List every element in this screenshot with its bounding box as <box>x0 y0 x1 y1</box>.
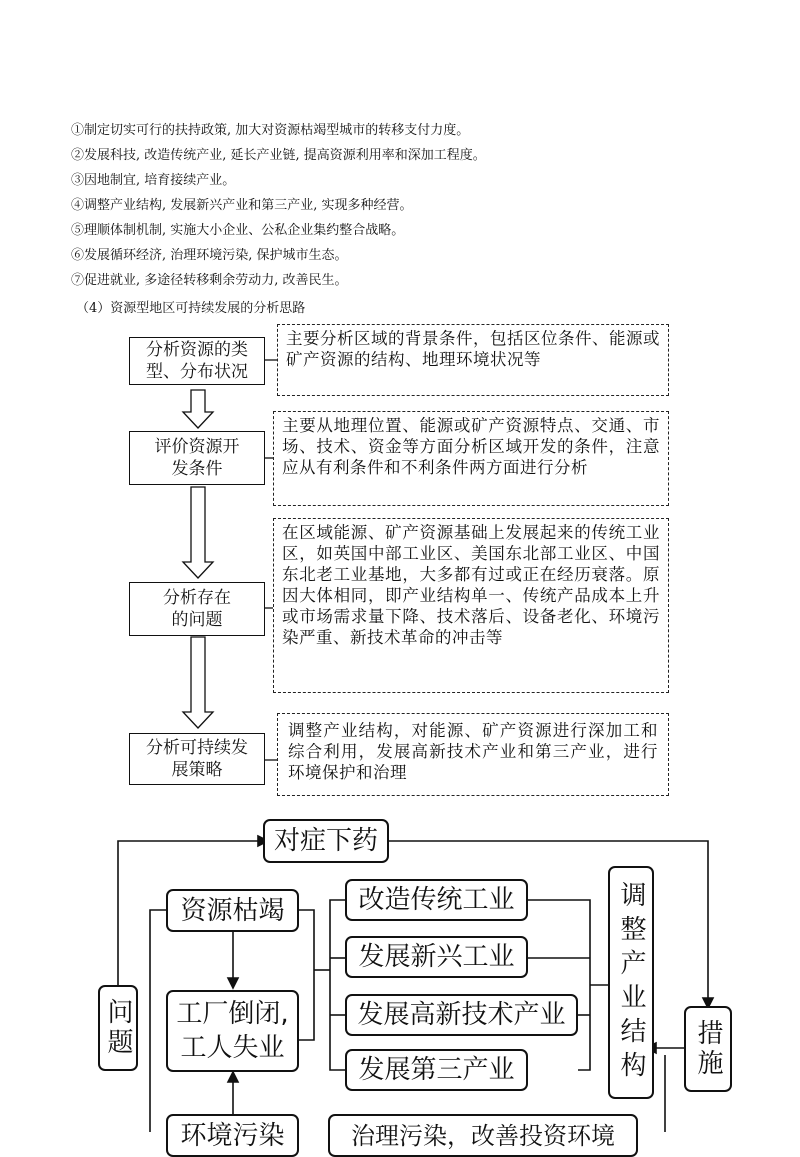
list-item: ⑥发展循环经济, 治理环境污染, 保护城市生态。 <box>71 248 348 263</box>
list-item: ③因地制宜, 培育接续产业。 <box>71 173 236 188</box>
flow-step-resource-type: 分析资源的类型、分布状况 <box>129 337 265 385</box>
flow-detail-problems: 在区域能源、矿产资源基础上发展起来的传统工业区，如英国中部工业区、美国东北部工业区、中国东北老工业基地，大多都有过或正在经历衰落。原因大体相同，即产业结构单一、传统产品成本上升或市场需求量下降、技术落后、设备老化、环境污染严重、新技术革命的冲击等 <box>273 518 669 693</box>
diagram-measure-box: 措施 <box>684 1006 732 1092</box>
flow-step-problems: 分析存在的问题 <box>129 582 265 636</box>
flow-detail-evaluate-conditions: 主要从地理位置、能源或矿产资源特点、交通、市场、技术、资金等方面分析区域开发的条件，注意应从有利条件和不利条件两方面进行分析 <box>273 411 669 506</box>
down-arrow-1 <box>183 390 213 428</box>
list-item: ④调整产业结构, 发展新兴产业和第三产业, 实现多种经营。 <box>71 198 413 213</box>
list-item: ⑤理顺体制机制, 实施大小企业、公私企业集约整合战略。 <box>71 223 405 238</box>
diagram-action-box: 发展高新技术产业 <box>345 994 578 1036</box>
down-arrow-2 <box>183 487 213 578</box>
diagram-action-box: 发展新兴工业 <box>345 936 528 978</box>
diagram-top-box: 对症下药 <box>263 819 389 863</box>
flow-detail-resource-type: 主要分析区域的背景条件，包括区位条件、能源或矿产资源的结构、地理环境状况等 <box>277 324 669 396</box>
diagram-closure-box: 工厂倒闭, 工人失业 <box>166 990 299 1072</box>
diagram-adjust-box: 调整产业结构 <box>608 866 654 1099</box>
list-item: ①制定切实可行的扶持政策, 加大对资源枯竭型城市的转移支付力度。 <box>71 123 470 138</box>
list-item: ②发展科技, 改造传统产业, 延长产业链, 提高资源利用率和深加工程度。 <box>71 148 486 163</box>
flow-detail-strategy: 调整产业结构，对能源、矿产资源进行深加工和综合利用，发展高新技术产业和第三产业，进行环境保护和治理 <box>277 713 669 796</box>
diagram-problem-box: 问题 <box>98 985 138 1071</box>
diagram-treat-box: 治理污染，改善投资环境 <box>328 1114 638 1157</box>
flow-step-evaluate-conditions: 评价资源开发条件 <box>129 431 265 485</box>
section-heading: （4）资源型地区可持续发展的分析思路 <box>76 301 306 316</box>
diagram-depletion-box: 资源枯竭 <box>166 889 299 932</box>
flow-step-strategy: 分析可持续发展策略 <box>129 733 265 785</box>
diagram-action-box: 改造传统工业 <box>345 879 528 921</box>
diagram-pollution-box: 环境污染 <box>166 1114 299 1157</box>
list-item: ⑦促进就业, 多途径转移剩余劳动力, 改善民生。 <box>71 273 348 288</box>
down-arrow-3 <box>183 637 213 728</box>
diagram-action-box: 发展第三产业 <box>345 1049 528 1091</box>
